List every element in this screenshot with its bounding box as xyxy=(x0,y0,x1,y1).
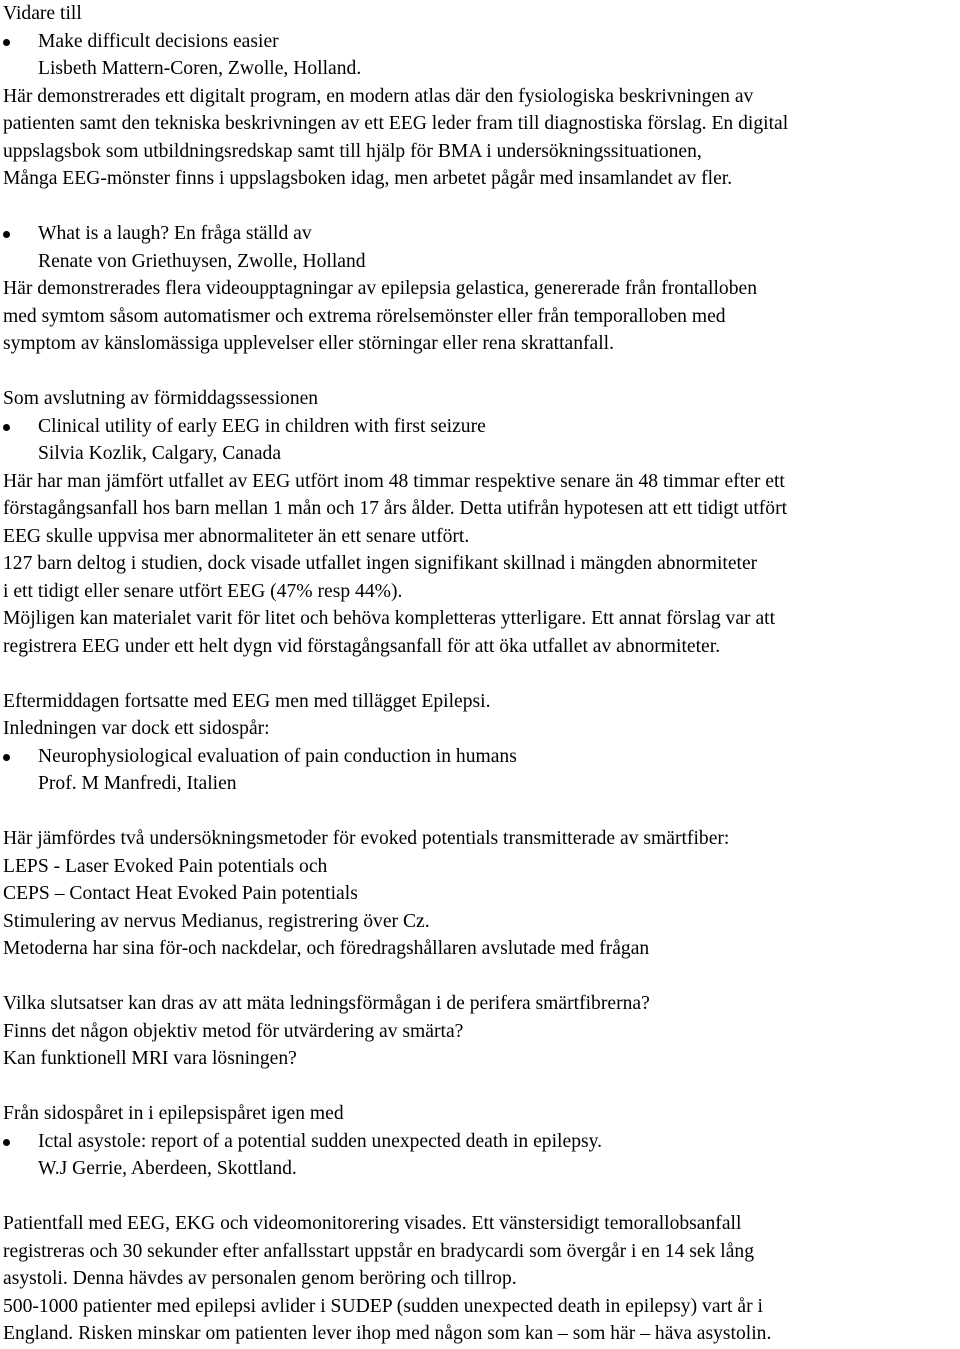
section-heading: Som avslutning av förmiddagssessionen xyxy=(3,388,319,409)
paragraph-line: Här har man jämfört utfallet av EEG utfört inom 48 timmar respektive senare än 48 timmar efter ett xyxy=(3,470,785,492)
bullet-icon xyxy=(3,1139,10,1146)
paragraph-line: EEG skulle uppvisa mer abnormaliteter än ett senare utfört. xyxy=(3,525,470,547)
bullet-icon xyxy=(3,424,10,431)
question-line: Finns det någon objektiv metod för utvärdering av smärta? xyxy=(3,1020,464,1042)
section-heading: Inledningen var dock ett sidospår: xyxy=(3,718,270,739)
spacer xyxy=(3,193,957,221)
question-line: Kan funktionell MRI vara lösningen? xyxy=(3,1048,297,1069)
spacer xyxy=(3,1183,957,1211)
paragraph-line: Patientfall med EEG, EKG och videomonitorering visades. Ett vänstersidigt temorallobsanfall xyxy=(3,1213,742,1234)
bullet-item-title xyxy=(3,220,957,248)
bullet-icon xyxy=(3,39,10,46)
paragraph-line: förstagångsanfall hos barn mellan 1 mån och 17 års ålder. Detta utifrån hypotesen att ett tidigt utfört xyxy=(3,498,788,519)
paragraph-line: asystoli. Denna hävdes av personalen genom beröring och tillrop. xyxy=(3,1268,517,1289)
paragraph-line: registrera EEG under ett helt dygn vid förstagångsanfall för att öka utfallet av abnormiteter. xyxy=(3,635,721,657)
paragraph-line: uppslagsbok som utbildningsredskap samt till hjälp för BMA i undersökningssituationen, xyxy=(3,140,702,162)
section-heading: Från sidospåret in i epilepsispåret igen med xyxy=(3,1103,344,1124)
paragraph-line: Här jämfördes två undersökningsmetoder för evoked potentials transmitterade av smärtfiber: xyxy=(3,828,730,849)
paragraph-line: med symtom såsom automatismer och extrema rörelsemönster eller från temporalloben med xyxy=(3,305,726,327)
bullet-item-text: Ictal asystole: report of a potential sudden unexpected death in epilepsy. xyxy=(38,1130,603,1152)
paragraph-line: 500-1000 patienter med epilepsi avlider i SUDEP (sudden unexpected death in epilepsy) vart år i xyxy=(3,1295,763,1317)
bullet-item-title xyxy=(3,413,957,441)
spacer xyxy=(3,963,957,991)
section-heading: Eftermiddagen fortsatte med EEG men med tillägget Epilepsi. xyxy=(3,690,491,712)
bullet-item-title xyxy=(3,743,957,771)
paragraph-line: Metoderna har sina för-och nackdelar, och föredragshållaren avslutade med frågan xyxy=(3,938,650,959)
bullet-item-author: Lisbeth Mattern-Coren, Zwolle, Holland. xyxy=(38,58,362,79)
bullet-item-text: What is a laugh? En fråga ställd av xyxy=(38,223,312,244)
bullet-item-author: W.J Gerrie, Aberdeen, Skottland. xyxy=(38,1158,297,1179)
bullet-item-author: Renate von Griethuysen, Zwolle, Holland xyxy=(38,250,366,272)
bullet-item-title xyxy=(3,1128,957,1156)
bullet-item-text: Neurophysiological evaluation of pain conduction in humans xyxy=(38,745,517,767)
spacer xyxy=(3,660,957,688)
paragraph-line: Många EEG-mönster finns i uppslagsboken idag, men arbetet pågår med insamlandet av fler. xyxy=(3,168,733,189)
paragraph-line: Möjligen kan materialet varit för litet och behöva kompletteras ytterligare. Ett annat förslag var att xyxy=(3,608,776,629)
paragraph-line: registreras och 30 sekunder efter anfallsstart uppstår en bradycardi som övergår i en 14 sek lång xyxy=(3,1240,755,1262)
paragraph-line: symptom av känslomässiga upplevelser eller störningar eller rena skrattanfall. xyxy=(3,333,615,354)
document-page xyxy=(3,0,957,1348)
paragraph-line: England. Risken minskar om patienten lever ihop med någon som kan – som här – häva asystolin. xyxy=(3,1323,772,1344)
bullet-item-text: Make difficult decisions easier xyxy=(38,30,279,52)
paragraph-line: patienten samt den tekniska beskrivningen av ett EEG leder fram till diagnostiska förslag. En digital xyxy=(3,113,789,134)
bullet-icon xyxy=(3,754,10,761)
bullet-item-title xyxy=(3,28,957,56)
spacer xyxy=(3,798,957,826)
paragraph-line: Här demonstrerades flera videoupptagningar av epilepsia gelastica, genererade från frontalloben xyxy=(3,278,758,299)
spacer xyxy=(3,1073,957,1101)
paragraph-line: i ett tidigt eller senare utfört EEG (47% resp 44%). xyxy=(3,580,403,602)
paragraph-line: Här demonstrerades ett digitalt program, en modern atlas där den fysiologiska beskrivningen av xyxy=(3,85,754,107)
bullet-item-author: Silvia Kozlik, Calgary, Canada xyxy=(38,443,282,464)
question-line: Vilka slutsatser kan dras av att mäta ledningsförmågan i de perifera smärtfibrerna? xyxy=(3,993,650,1014)
paragraph-line: LEPS - Laser Evoked Pain potentials och xyxy=(3,855,328,877)
section-heading: Vidare till xyxy=(3,3,82,24)
paragraph-line: 127 barn deltog i studien, dock visade utfallet ingen signifikant skillnad i mängden abnormiteter xyxy=(3,553,758,574)
bullet-icon xyxy=(3,231,10,238)
paragraph-line: CEPS – Contact Heat Evoked Pain potentials xyxy=(3,883,358,904)
bullet-item-text: Clinical utility of early EEG in children with first seizure xyxy=(38,415,486,437)
spacer xyxy=(3,358,957,386)
paragraph-line: Stimulering av nervus Medianus, registrering över Cz. xyxy=(3,910,430,932)
bullet-item-author: Prof. M Manfredi, Italien xyxy=(38,773,237,794)
